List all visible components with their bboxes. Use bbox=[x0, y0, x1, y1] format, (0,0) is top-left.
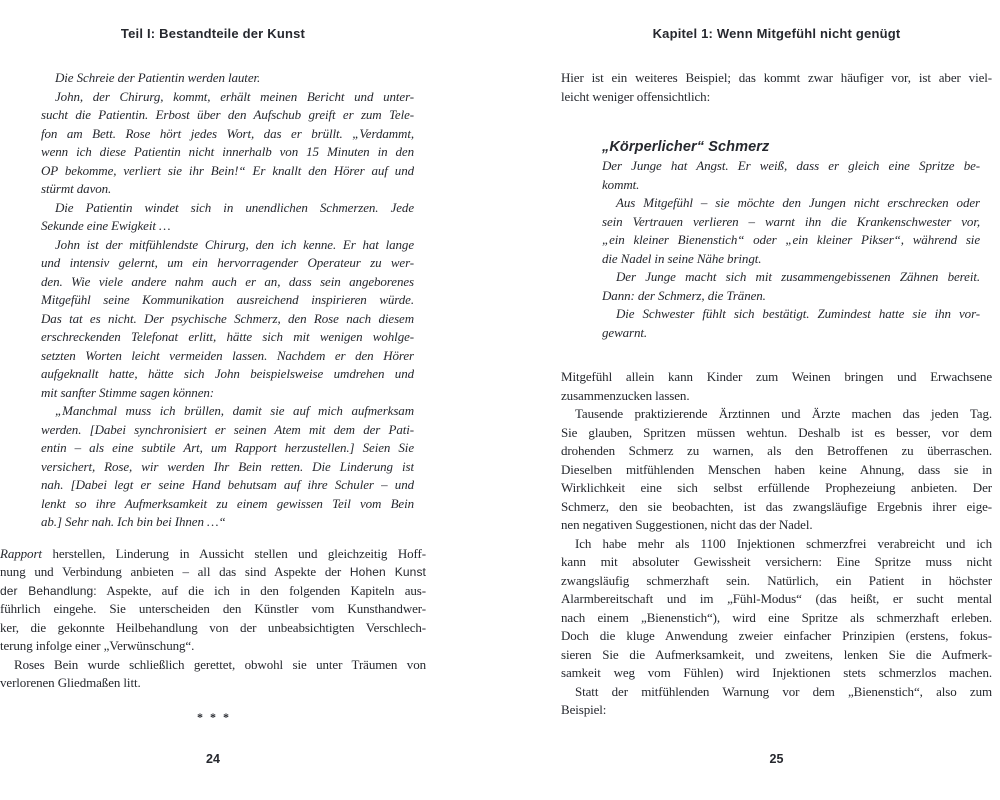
text-segment: Dann: der Schmerz, die Tränen. bbox=[602, 287, 766, 303]
text-segment: verlorenen Gliedmaßen litt. bbox=[0, 675, 141, 690]
text-line bbox=[41, 88, 414, 107]
text-line bbox=[41, 291, 414, 310]
text-line bbox=[561, 535, 992, 554]
text-line bbox=[41, 513, 414, 532]
text-segment: Beispiel: bbox=[561, 702, 607, 717]
text-line bbox=[602, 287, 980, 306]
text-line bbox=[41, 310, 414, 329]
text-segment: setzten Worten leicht vermeiden lassen. Nachdem er den Hörer bbox=[41, 347, 414, 363]
text-segment: Die Patientin windet sich in unendlichen Schmerzen. Jede bbox=[55, 199, 414, 215]
body-block bbox=[561, 368, 992, 720]
page-left-blocks bbox=[0, 69, 426, 693]
text-segment: stürmt davon. bbox=[41, 181, 112, 196]
text-segment: OP bekomme, verliert sie ihr Bein!“ Er knallt den Hörer auf und bbox=[41, 162, 414, 178]
text-line bbox=[561, 646, 992, 665]
text-line bbox=[602, 268, 980, 287]
text-segment: den. Wie viele andere nahm auch er an, dass sein angeborenes bbox=[41, 273, 414, 289]
text-line bbox=[561, 498, 992, 517]
text-segment: Mitgefühl seine Kommunikation ausreichend inspirieren würde. bbox=[41, 292, 414, 307]
text-line bbox=[41, 199, 414, 218]
page-left bbox=[0, 0, 426, 800]
text-line bbox=[41, 439, 414, 458]
text-line bbox=[41, 384, 414, 403]
text-segment: John, der Chirurg, kommt, erhält meinen Bericht und unter- bbox=[55, 88, 414, 104]
text-line bbox=[561, 701, 992, 720]
text-segment: werden. [Dabei synchronisiert er seinen Atem mit dem der Pati- bbox=[41, 421, 414, 437]
text-segment: Ich habe mehr als 1100 Injektionen schmerzfrei verabreicht und ich bbox=[575, 535, 992, 551]
text-line bbox=[602, 176, 980, 195]
text-line bbox=[561, 69, 992, 88]
text-line bbox=[561, 590, 992, 609]
text-line bbox=[561, 88, 992, 107]
text-line bbox=[561, 609, 992, 628]
text-line bbox=[561, 368, 992, 387]
text-segment: herstellen, Linderung in Aussicht stellen und gleichzeitig Hoff- bbox=[41, 545, 426, 561]
text-line bbox=[41, 365, 414, 384]
text-segment: kommt. bbox=[602, 176, 640, 192]
page-number-left: 24 bbox=[206, 752, 220, 766]
scene-break-separator: * * * bbox=[197, 710, 229, 724]
text-line bbox=[41, 180, 414, 199]
text-line bbox=[41, 402, 414, 421]
body-block bbox=[561, 69, 992, 106]
text-line bbox=[41, 106, 414, 125]
text-segment: fon am Bett. Rose hört jedes Wort, das er brüllt. „Verdammt, bbox=[41, 125, 414, 141]
text-line bbox=[602, 250, 980, 269]
text-line bbox=[561, 479, 992, 498]
text-segment: Hier ist ein weiteres Beispiel; das kommt zwar häufiger vor, ist aber viel- bbox=[561, 70, 992, 85]
text-segment-i: Rapport bbox=[0, 545, 42, 561]
text-segment: erschreckenden Telefonat erlitt, hätte sich mit wenigen wohlge- bbox=[41, 329, 414, 344]
text-line bbox=[0, 582, 426, 601]
text-segment: ker, die gekonnte Heilbehandlung von der unbeabsichtigten Verschlech- bbox=[0, 619, 426, 635]
text-line bbox=[602, 213, 980, 232]
text-line bbox=[602, 194, 980, 213]
text-line bbox=[41, 273, 414, 292]
text-segment: John ist der mitfühlendste Chirurg, den ich kenne. Er hat lange bbox=[55, 236, 414, 252]
text-line bbox=[41, 476, 414, 495]
text-segment: Schmerz, den sie beobachten, ist das zwangsläufige Ergebnis ihrer eige- bbox=[561, 498, 992, 514]
quote-block bbox=[561, 137, 992, 342]
text-segment: und intensiv gelernt, um ein hervorragender Operateur zu wer- bbox=[41, 255, 414, 270]
text-segment-sans: der Behandlung: bbox=[0, 583, 97, 598]
text-line bbox=[561, 627, 992, 646]
text-segment: führlich eingehe. Sie unterscheiden den Künstler vom Kunsthandwer- bbox=[0, 601, 426, 616]
text-line bbox=[41, 495, 414, 514]
text-line bbox=[41, 328, 414, 347]
text-segment: Aus Mitgefühl – sie möchte den Jungen nicht erschrecken oder bbox=[616, 195, 980, 210]
text-line bbox=[0, 674, 426, 693]
text-segment: Die Schwester fühlt sich bestätigt. Zumindest hatte sie ihn vor- bbox=[616, 306, 980, 321]
text-line bbox=[41, 143, 414, 162]
text-line bbox=[41, 347, 414, 366]
text-segment: nah. [Dabei legt er seine Hand behutsam auf ihre Schuler – und bbox=[41, 477, 414, 492]
page-right-blocks bbox=[561, 69, 992, 720]
text-line bbox=[41, 458, 414, 477]
text-line bbox=[0, 600, 426, 619]
text-line bbox=[41, 254, 414, 273]
text-line bbox=[561, 553, 992, 572]
text-segment: Sekunde eine Ewigkeit … bbox=[41, 218, 171, 233]
text-line bbox=[41, 125, 414, 144]
text-line bbox=[561, 664, 992, 683]
text-segment: nung und Verbindung anbieten – all das sind Aspekte der bbox=[0, 564, 350, 579]
text-segment: sein Vertrauen verlieren – warnt ihn die Krankenschwester vor, bbox=[602, 213, 980, 229]
text-segment: Doch die kluge Anwendung zweier einfacher Prinzipien (erstens, fokus- bbox=[561, 628, 992, 643]
text-segment: Die Schreie der Patientin werden lauter. bbox=[55, 70, 261, 85]
text-line bbox=[0, 656, 426, 675]
page-number-right: 25 bbox=[769, 752, 784, 766]
text-segment: Das tat es nicht. Der psychische Schmerz, den Rose nach diesem bbox=[41, 310, 414, 326]
text-segment: Dieselben mitfühlenden Menschen haben keine Ahnung, dass sie in bbox=[561, 461, 992, 477]
text-segment: Alarmbereitschaft und im „Fühl-Modus“ (das heißt, er sucht mental bbox=[561, 591, 992, 606]
text-line bbox=[561, 683, 992, 702]
text-segment: wenn ich diese Patientin nicht innerhalb von 15 Minuten in den bbox=[41, 144, 414, 159]
text-segment: terung infolge einer „Verwünschung“. bbox=[0, 638, 195, 653]
text-line bbox=[41, 236, 414, 255]
text-segment: leicht weniger offensichtlich: bbox=[561, 88, 711, 104]
text-line bbox=[561, 516, 992, 535]
text-line bbox=[602, 305, 980, 324]
text-segment: Tausende praktizierende Ärztinnen und Ärzte machen das jeden Tag. bbox=[575, 406, 992, 421]
text-line bbox=[41, 162, 414, 181]
text-line bbox=[561, 461, 992, 480]
text-segment: Roses Bein wurde schließlich gerettet, obwohl sie unter Träumen von bbox=[14, 656, 426, 672]
text-segment: zwangsläufig schmerzhaft sein. Natürlich, ein Patient in höchster bbox=[561, 572, 992, 588]
text-segment: versichert, Rose, wir werden Ihr Bein retten. Die Linderung ist bbox=[41, 458, 414, 474]
text-segment: samkeit weg vom Fühlen) wird Injektionen stets schmerzlos machen. bbox=[561, 665, 992, 680]
running-head-right: Kapitel 1: Wenn Mitgefühl nicht genügt bbox=[652, 26, 901, 41]
running-head-left: Teil I: Bestandteile der Kunst bbox=[120, 26, 306, 41]
text-line bbox=[0, 545, 426, 564]
text-line bbox=[41, 69, 414, 88]
text-segment: Sie glauben, Spritzen müssen wehtun. Deshalb ist es besser, vor dem bbox=[561, 424, 992, 440]
text-line bbox=[41, 217, 414, 236]
text-segment: Wirklichkeit eine sich selbst erfüllende Prophezeiung anbieten. Der bbox=[561, 480, 992, 495]
text-line bbox=[602, 324, 980, 343]
text-line bbox=[561, 405, 992, 424]
text-segment: gewarnt. bbox=[602, 324, 648, 340]
text-segment: entin – als eine subtile Art, um Rapport herzustellen.] Seien Sie bbox=[41, 440, 414, 455]
text-segment: „Manchmal muss ich brüllen, damit sie auf mich aufmerksam bbox=[55, 403, 414, 418]
text-line bbox=[561, 387, 992, 406]
text-segment: aufgeknallt hatte, hätte sich John beispielsweise umdrehen und bbox=[41, 366, 414, 381]
text-segment: drohenden Schmerz zu warnen, als den Betroffenen zu überraschen. bbox=[561, 443, 992, 458]
text-segment: sucht die Patientin. Erbost über den Aufschub greift er zum Tele- bbox=[41, 107, 414, 122]
page-right bbox=[561, 0, 992, 800]
text-segment: Aspekte, auf die ich in den folgenden Kapiteln aus- bbox=[96, 582, 426, 598]
quote-block bbox=[0, 69, 426, 532]
quote-heading: „Körperlicher“ Schmerz bbox=[602, 139, 770, 155]
body-block bbox=[0, 545, 426, 693]
text-segment: Statt der mitfühlenden Warnung vor dem „Bienenstich“, also zum bbox=[575, 683, 992, 699]
text-segment: mit sanfter Stimme sagen können: bbox=[41, 384, 214, 400]
text-segment: zusammenzucken lassen. bbox=[561, 387, 690, 403]
text-segment: Der Junge hat Angst. Er weiß, dass er gleich eine Spritze be- bbox=[602, 158, 980, 173]
text-segment: Mitgefühl allein kann Kinder zum Weinen bringen und Erwachsene bbox=[561, 369, 992, 384]
text-line bbox=[602, 157, 980, 176]
text-segment: nen negativen Suggestionen, nicht das der Nadel. bbox=[561, 517, 813, 532]
text-line bbox=[561, 572, 992, 591]
text-line bbox=[0, 637, 426, 656]
text-segment: kann mit absoluter Gewissheit versichern: Eine Spritze muss nicht bbox=[561, 554, 992, 569]
text-segment: die Nadel in seine Nähe bringt. bbox=[602, 250, 762, 266]
text-line bbox=[41, 421, 414, 440]
text-line bbox=[0, 563, 426, 582]
text-segment: Der Junge macht sich mit zusammengebissenen Zähnen bereit. bbox=[616, 269, 980, 284]
text-segment: sieren Sie die Aufmerksamkeit, und zweitens, lenken Sie die Aufmerk- bbox=[561, 646, 992, 662]
text-line bbox=[602, 231, 980, 250]
text-line bbox=[561, 442, 992, 461]
text-line bbox=[561, 424, 992, 443]
text-segment-sans: Hohen Kunst bbox=[349, 565, 426, 579]
text-line bbox=[0, 619, 426, 638]
text-segment: ab.] Sehr nah. Ich bin bei Ihnen …“ bbox=[41, 514, 226, 529]
text-segment: nach einem „Bienenstich“), wird eine Spritze als schmerzhaft erleben. bbox=[561, 609, 992, 625]
text-segment: lenkt so ihre Aufmerksamkeit zu einem gewissen Teil vom Bein bbox=[41, 495, 414, 511]
text-segment: „ein kleiner Bienenstich“ oder „ein kleiner Pikser“, während sie bbox=[602, 232, 980, 247]
